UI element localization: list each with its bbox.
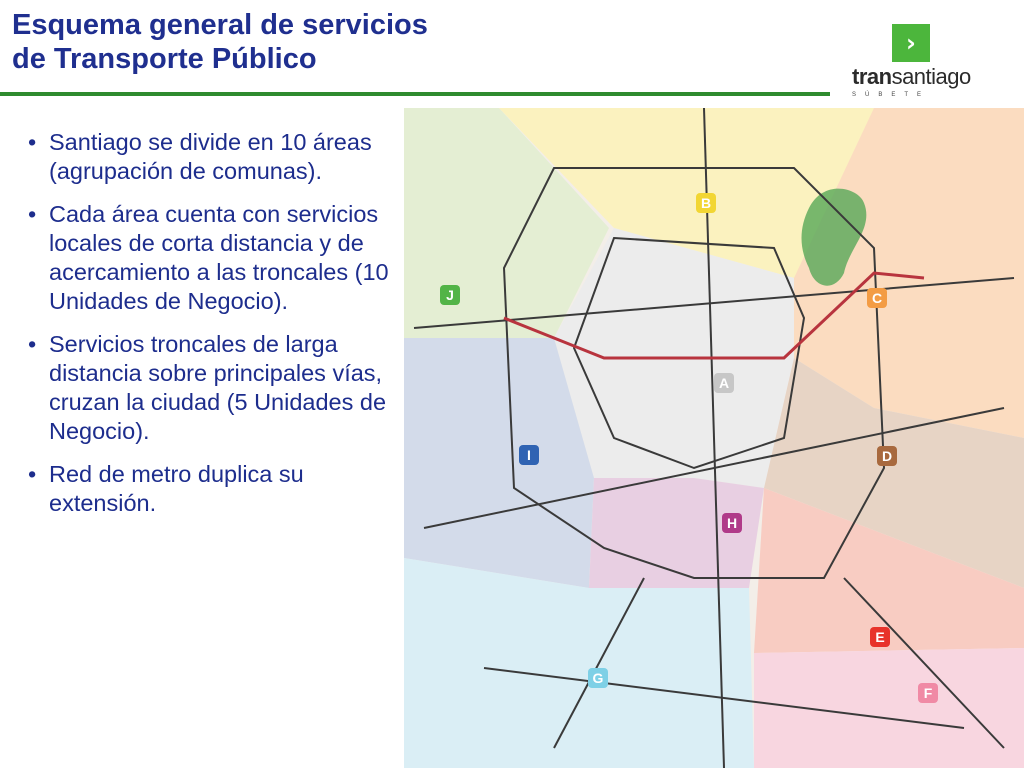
area-badge-h — [722, 513, 742, 533]
logo-word-bold: tran — [852, 64, 892, 89]
slide-title — [12, 8, 812, 76]
area-badge-label: E — [875, 629, 885, 645]
logo-tagline: SÚBETE — [852, 92, 931, 98]
bullet-item: • Cada área cuenta con servicios locales de corta distancia y de acercamiento a las troncales (10 Unidades de Negocio). — [28, 200, 408, 316]
bullet-item: • Servicios troncales de larga distancia sobre principales vías, cruzan la ciudad (5 Unidades de Negocio). — [28, 330, 408, 446]
bullet-list — [28, 128, 408, 532]
logo-wordmark — [852, 64, 971, 90]
bullet-item: • Santiago se divide en 10 áreas (agrupación de comunas). — [28, 128, 408, 186]
area-badge-a — [714, 373, 734, 393]
area-region-g — [404, 558, 754, 768]
area-badge-g — [588, 668, 608, 688]
area-badge-f — [918, 683, 938, 703]
title-line-1: Esquema general de servicios — [12, 9, 428, 41]
area-badge-i — [519, 445, 539, 465]
bullet-item: • Red de metro duplica su extensión. — [28, 460, 408, 518]
area-badge-label: C — [871, 290, 883, 306]
area-badge-label: D — [881, 448, 893, 464]
title-line-2: de Transporte Público — [12, 43, 317, 75]
area-badge-label: A — [718, 375, 730, 391]
area-badge-label: H — [726, 515, 738, 531]
map-canvas — [404, 108, 1024, 768]
logo-arrow-icon: › — [892, 24, 930, 62]
transport-network-map — [404, 108, 1024, 768]
area-badge-label: G — [592, 670, 604, 686]
area-badge-label: F — [923, 685, 933, 701]
area-badge-c — [867, 288, 887, 308]
area-badge-label: I — [527, 447, 531, 463]
area-badge-label: J — [446, 287, 454, 303]
area-badge-b — [696, 193, 716, 213]
area-badge-label: B — [700, 195, 712, 211]
area-region-f — [754, 648, 1024, 768]
logo-word-rest: santiago — [891, 64, 971, 89]
area-badge-d — [877, 446, 897, 466]
transantiago-logo — [850, 22, 975, 102]
title-divider — [0, 92, 830, 96]
area-badge-e — [870, 627, 890, 647]
area-badge-j — [440, 285, 460, 305]
